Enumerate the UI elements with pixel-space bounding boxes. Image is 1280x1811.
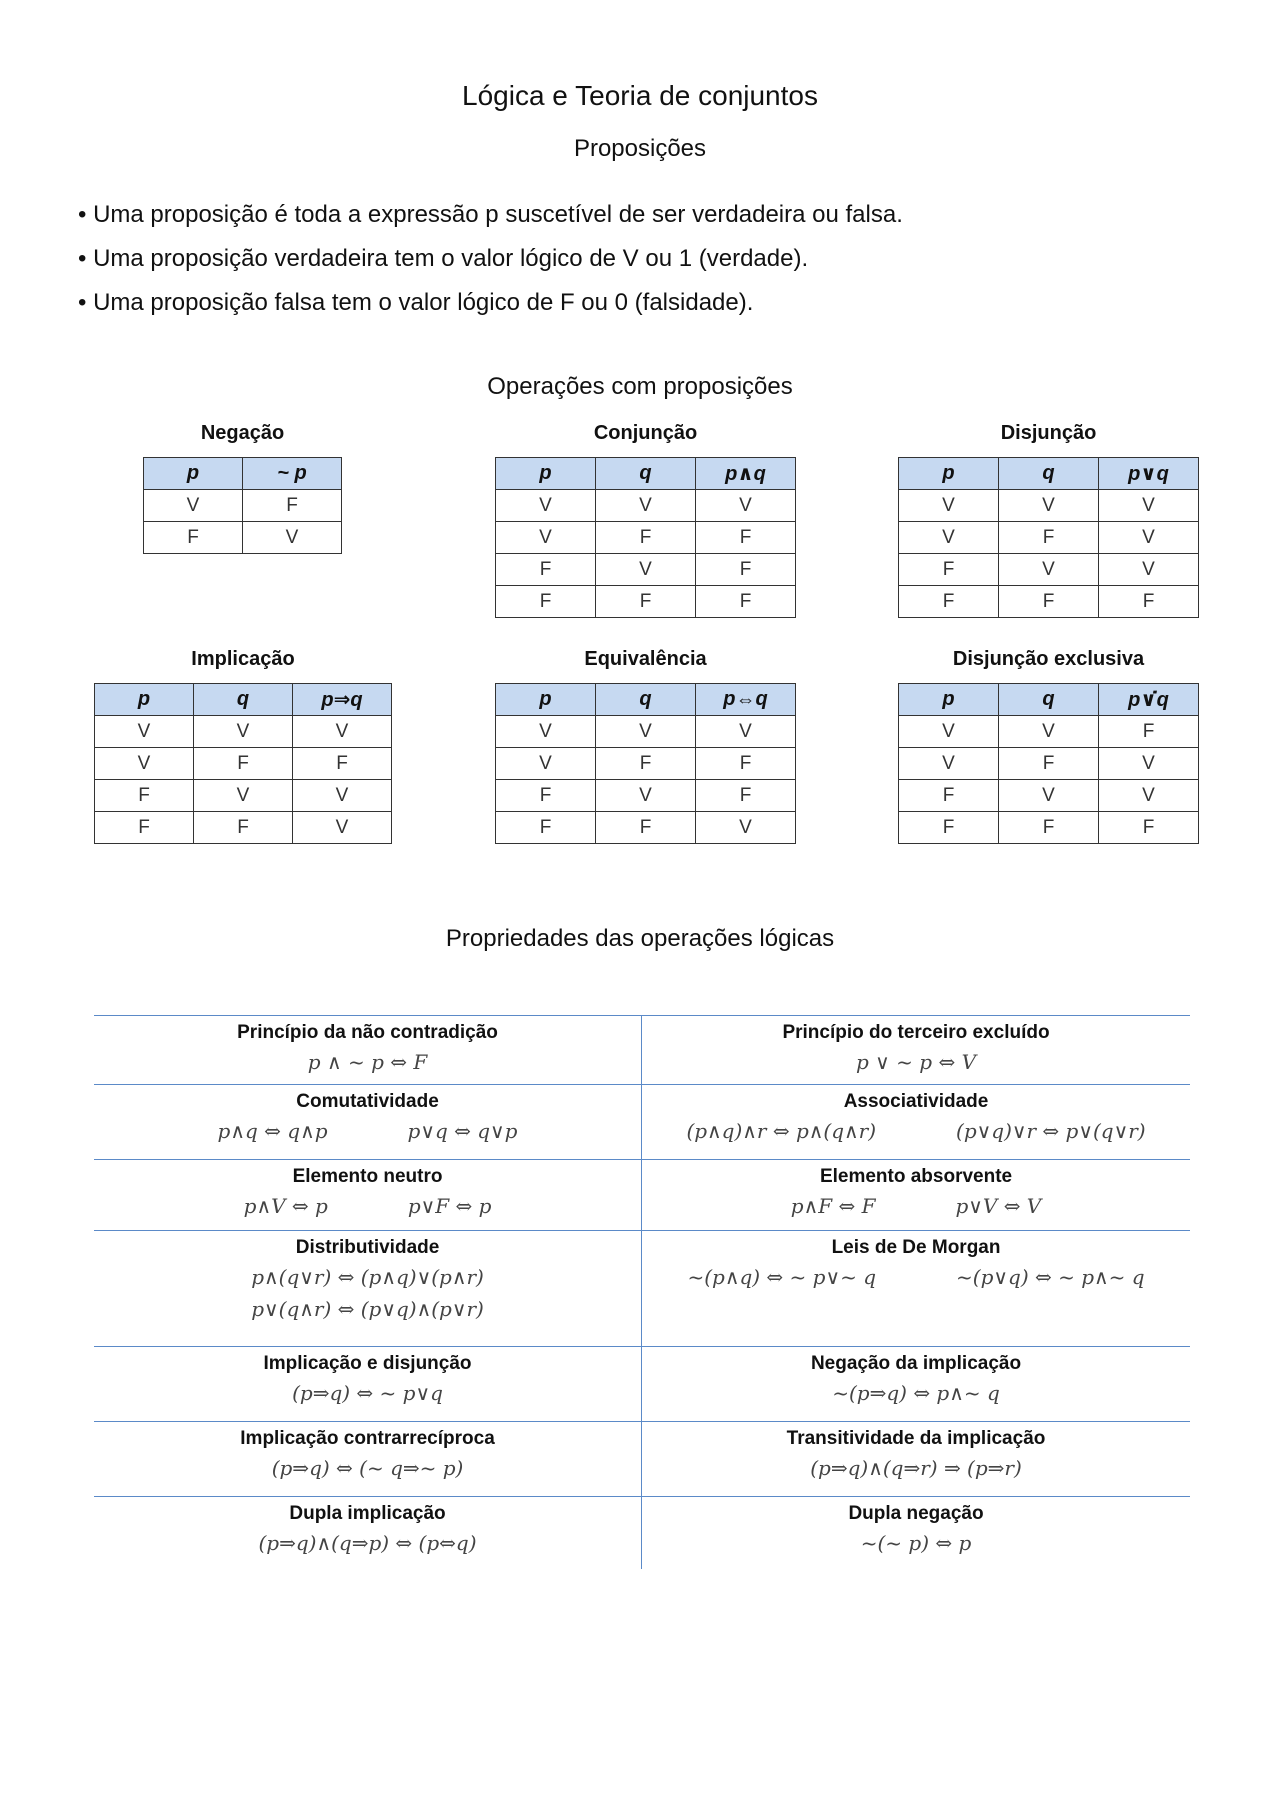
table-cell: V	[1099, 554, 1199, 586]
table-cell: V	[496, 748, 596, 780]
property-formula: (p⇒q) ⇔ ~ p∨q	[292, 1381, 443, 1405]
property-formula-line	[94, 1046, 641, 1078]
truth-table	[94, 648, 392, 844]
property-formula-line	[642, 1046, 1190, 1078]
property-formula-line	[94, 1115, 641, 1147]
table-header-row	[496, 458, 796, 490]
property-name: Comutatividade	[296, 1091, 439, 1112]
table-header-cell: q	[999, 684, 1099, 716]
property-formula: (p⇒q)∧(q⇒p) ⇔ (p⇔q)	[258, 1531, 477, 1555]
table-cell: F	[596, 586, 696, 618]
table-cell: F	[696, 522, 796, 554]
table-cell: V	[899, 490, 999, 522]
table-header-cell: p	[496, 458, 596, 490]
table-cell: V	[1099, 748, 1199, 780]
table-cell: V	[999, 780, 1099, 812]
property-name: Princípio da não contradição	[237, 1022, 498, 1043]
table-row	[95, 748, 392, 780]
table-cell: F	[696, 748, 796, 780]
property-formula: p∨q ⇔ q∨p	[407, 1119, 518, 1143]
property-name: Leis de De Morgan	[831, 1237, 1001, 1258]
truth-table	[495, 422, 796, 618]
table-header-cell: p	[144, 458, 243, 490]
table-header-cell: q	[999, 458, 1099, 490]
table-header-row	[899, 684, 1199, 716]
table-header-cell: p∨̇q	[1099, 684, 1199, 716]
table-row	[899, 554, 1199, 586]
table-cell: V	[1099, 490, 1199, 522]
table-cell: V	[1099, 522, 1199, 554]
truth-table-grid	[495, 457, 796, 618]
property-formula: ~(~ p) ⇔ p	[860, 1531, 972, 1555]
property-formula: p ∧ ~ p ⇔ F	[307, 1050, 428, 1074]
truth-table	[898, 648, 1199, 844]
table-cell: V	[95, 748, 194, 780]
table-row	[496, 490, 796, 522]
page-title: Lógica e Teoria de conjuntos	[462, 80, 818, 111]
table-row	[899, 586, 1199, 618]
table-header-cell: p	[899, 458, 999, 490]
property-formula: (p∨q)∨r ⇔ p∨(q∨r)	[956, 1119, 1146, 1143]
property-formula-line	[642, 1261, 1190, 1293]
property-cell	[642, 1422, 1190, 1497]
table-cell: F	[696, 780, 796, 812]
truth-table-caption: Disjunção exclusiva	[952, 648, 1145, 670]
table-header-row	[144, 458, 342, 490]
table-row	[95, 716, 392, 748]
definition-item: • Uma proposição é toda a expressão p suscetível de ser verdadeira ou falsa.	[78, 201, 903, 228]
table-cell: V	[293, 812, 392, 844]
table-cell: F	[899, 554, 999, 586]
property-row	[94, 1016, 1190, 1085]
table-cell: F	[596, 748, 696, 780]
truth-table-grid	[898, 457, 1199, 618]
truth-table-grid	[495, 683, 796, 844]
table-cell: F	[999, 748, 1099, 780]
table-row	[899, 522, 1199, 554]
truth-table	[898, 422, 1199, 618]
table-row	[144, 522, 342, 554]
property-formula-line	[642, 1190, 1190, 1222]
property-name: Dupla negação	[848, 1503, 984, 1524]
property-cell	[94, 1085, 642, 1160]
property-formula-line	[642, 1527, 1190, 1559]
table-cell: F	[696, 586, 796, 618]
property-formula: p∨(q∧r) ⇔ (p∨q)∧(p∨r)	[251, 1297, 484, 1321]
table-row	[496, 780, 796, 812]
table-row	[95, 812, 392, 844]
property-formula: ~(p⇒q) ⇔ p∧~ q	[832, 1381, 1000, 1405]
truth-table	[143, 422, 342, 554]
table-cell: F	[194, 812, 293, 844]
table-header-cell: p∧q	[696, 458, 796, 490]
definition-item: • Uma proposição falsa tem o valor lógico de F ou 0 (falsidade).	[78, 289, 754, 316]
property-cell	[94, 1016, 642, 1085]
table-cell: F	[596, 522, 696, 554]
table-cell: F	[999, 586, 1099, 618]
property-formula: ~(p∨q) ⇔ ~ p∧~ q	[956, 1265, 1145, 1289]
table-row	[496, 586, 796, 618]
property-cell	[94, 1347, 642, 1422]
property-cell	[642, 1160, 1190, 1231]
section-title-operations: Operações com proposições	[487, 373, 793, 400]
property-name: Implicação e disjunção	[263, 1353, 472, 1374]
table-cell: V	[596, 554, 696, 586]
table-cell: F	[194, 748, 293, 780]
property-cell	[642, 1085, 1190, 1160]
table-header-cell: p	[899, 684, 999, 716]
property-row	[94, 1231, 1190, 1347]
property-name: Negação da implicação	[810, 1353, 1022, 1374]
property-cell	[642, 1497, 1190, 1569]
property-formula: ~(p∧q) ⇔ ~ p∨~ q	[687, 1265, 877, 1289]
truth-table-grid	[143, 457, 342, 554]
property-row	[94, 1160, 1190, 1231]
table-header-cell: q	[596, 458, 696, 490]
table-header-cell: q	[194, 684, 293, 716]
property-formula: p∨F ⇔ p	[407, 1194, 492, 1218]
property-formula-line	[94, 1293, 641, 1325]
table-cell: F	[1099, 812, 1199, 844]
table-header-cell: q	[596, 684, 696, 716]
table-cell: V	[899, 716, 999, 748]
property-formula: p∧q ⇔ q∧p	[217, 1119, 328, 1143]
truth-table	[495, 648, 796, 844]
table-cell: F	[95, 812, 194, 844]
table-cell: F	[999, 522, 1099, 554]
table-cell: V	[1099, 780, 1199, 812]
table-cell: F	[496, 780, 596, 812]
section-title-propositions: Proposições	[573, 135, 707, 162]
table-cell: V	[899, 522, 999, 554]
property-row	[94, 1422, 1190, 1497]
table-row	[95, 780, 392, 812]
table-cell: F	[696, 554, 796, 586]
property-name: Associatividade	[843, 1091, 989, 1112]
table-cell: V	[999, 554, 1099, 586]
property-cell	[642, 1347, 1190, 1422]
property-formula-line	[94, 1190, 641, 1222]
property-name: Elemento absorvente	[819, 1166, 1013, 1187]
property-formula-line	[94, 1377, 641, 1409]
table-cell: V	[293, 716, 392, 748]
table-row	[899, 490, 1199, 522]
table-cell: V	[596, 780, 696, 812]
table-cell: F	[899, 586, 999, 618]
table-row	[496, 812, 796, 844]
table-cell: V	[95, 716, 194, 748]
table-cell: F	[496, 812, 596, 844]
property-formula-line	[94, 1261, 641, 1293]
table-row	[496, 522, 796, 554]
property-name: Transitividade da implicação	[786, 1428, 1046, 1449]
table-row	[899, 716, 1199, 748]
table-cell: V	[696, 716, 796, 748]
property-row	[94, 1085, 1190, 1160]
table-cell: V	[899, 748, 999, 780]
property-cell	[642, 1016, 1190, 1085]
property-formula: p∧V ⇔ p	[243, 1194, 328, 1218]
table-cell: F	[496, 586, 596, 618]
property-cell	[642, 1231, 1190, 1347]
table-cell: F	[1099, 716, 1199, 748]
table-cell: F	[899, 780, 999, 812]
property-formula: p∧(q∨r) ⇔ (p∧q)∨(p∧r)	[251, 1265, 484, 1289]
truth-table-grid	[898, 683, 1199, 844]
property-name: Dupla implicação	[289, 1503, 446, 1524]
table-cell: F	[293, 748, 392, 780]
property-name: Princípio do terceiro excluído	[782, 1022, 1050, 1043]
table-row	[496, 716, 796, 748]
table-cell: V	[999, 716, 1099, 748]
definition-item: • Uma proposição verdadeira tem o valor lógico de V ou 1 (verdade).	[78, 245, 809, 272]
table-row	[496, 748, 796, 780]
property-formula: (p⇒q) ⇔ (~ q⇒~ p)	[271, 1456, 464, 1480]
table-header-cell: ~ p	[243, 458, 342, 490]
table-row	[144, 490, 342, 522]
property-formula-line	[642, 1377, 1190, 1409]
table-cell: V	[596, 490, 696, 522]
truth-table-caption: Equivalência	[584, 648, 707, 670]
table-row	[496, 554, 796, 586]
table-cell: F	[144, 522, 243, 554]
table-cell: V	[496, 490, 596, 522]
table-header-cell: p⇔q	[696, 684, 796, 716]
table-row	[899, 748, 1199, 780]
table-cell: V	[293, 780, 392, 812]
truth-table-caption: Implicação	[191, 648, 295, 670]
truth-table-caption: Disjunção	[1000, 422, 1097, 444]
table-row	[899, 780, 1199, 812]
table-cell: F	[496, 554, 596, 586]
property-formula: (p∧q)∧r ⇔ p∧(q∧r)	[686, 1119, 877, 1143]
property-cell	[94, 1160, 642, 1231]
table-cell: V	[243, 522, 342, 554]
definitions-list	[78, 193, 903, 325]
table-row	[899, 812, 1199, 844]
property-formula: p ∨ ~ p ⇔ V	[856, 1050, 977, 1074]
property-formula-line	[642, 1452, 1190, 1484]
table-cell: F	[596, 812, 696, 844]
property-name: Distributividade	[295, 1237, 440, 1258]
table-header-row	[899, 458, 1199, 490]
table-cell: V	[696, 812, 796, 844]
table-cell: F	[95, 780, 194, 812]
property-formula-line	[94, 1452, 641, 1484]
property-formula-line	[642, 1115, 1190, 1147]
table-cell: V	[194, 716, 293, 748]
property-formula: (p⇒q)∧(q⇒r) ⇒ (p⇒r)	[810, 1456, 1022, 1480]
truth-table-grid	[94, 683, 392, 844]
table-cell: F	[899, 812, 999, 844]
table-header-row	[95, 684, 392, 716]
property-name: Implicação contrarrecíproca	[240, 1428, 495, 1449]
table-header-cell: p∨q	[1099, 458, 1199, 490]
property-formula-line	[94, 1527, 641, 1559]
property-name: Elemento neutro	[292, 1166, 443, 1187]
section-title-properties: Propriedades das operações lógicas	[445, 925, 835, 952]
table-header-cell: p	[95, 684, 194, 716]
truth-table-caption: Negação	[200, 422, 285, 444]
table-cell: F	[999, 812, 1099, 844]
table-cell: V	[496, 522, 596, 554]
table-header-cell: p	[496, 684, 596, 716]
property-formula: p∨V ⇔ V	[955, 1194, 1042, 1218]
property-row	[94, 1347, 1190, 1422]
table-cell: V	[144, 490, 243, 522]
table-cell: V	[596, 716, 696, 748]
property-formula: p∧F ⇔ F	[790, 1194, 876, 1218]
truth-table-caption: Conjunção	[593, 422, 698, 444]
table-cell: V	[999, 490, 1099, 522]
table-cell: V	[496, 716, 596, 748]
table-cell: F	[1099, 586, 1199, 618]
property-cell	[94, 1422, 642, 1497]
table-header-row	[496, 684, 796, 716]
table-cell: V	[194, 780, 293, 812]
property-row	[94, 1497, 1190, 1569]
properties-table	[94, 1015, 1190, 1569]
property-cell	[94, 1231, 642, 1347]
table-header-cell: p⇒q	[293, 684, 392, 716]
property-cell	[94, 1497, 642, 1569]
table-cell: V	[696, 490, 796, 522]
table-cell: F	[243, 490, 342, 522]
